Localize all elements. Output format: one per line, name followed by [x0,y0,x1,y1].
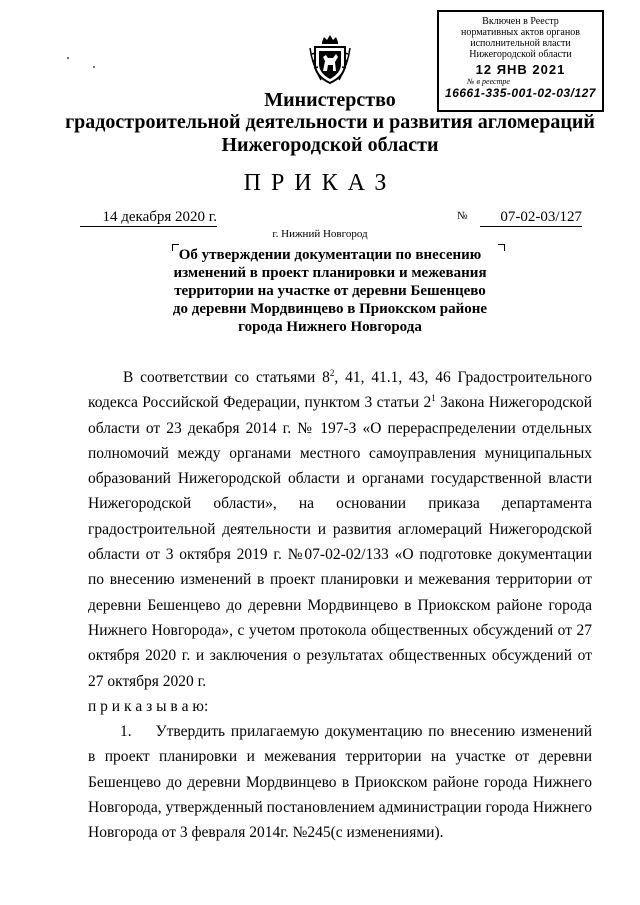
item-text: Утвердить прилагаемую документацию по внесению изменений в проект планировки и межевания территории на участке от деревни Бешенцево до деревни Мордвинцево в Приокском районе города Нижнего Новгорода, утвержденный постановлением администрации города Нижнего Новгорода от 3 февраля 2014г. №245(с изменениями). [88,723,592,842]
number-label: № [457,210,468,222]
subject-bracket-right [498,244,505,251]
scan-speck [67,57,69,59]
preamble-text: , 41, 41.1, 43, 46 Градостроительного кодекса Российской Федерации, пунктом 3 статьи 2 [88,369,592,412]
city: г. Нижний Новгород [272,228,368,240]
order-body [88,365,592,846]
stamp-registry-label: № в реестре [467,77,510,86]
stamp-registry-number: 16661-335-001-02-03/127 [445,86,596,100]
item-number: 1. [120,723,132,741]
preamble-text: В соответствии со статьями 8 [123,369,330,386]
preamble-text: Закона Нижегородской области от 23 декабря 2014 г. № 197-З «О перераспределении отдельных полномочий между органами местного самоуправления муниципальных образований Нижегородской области и органами государственной власти Нижегородской области», на основании приказа департамента градостроительной деятельности и развития агломераций Нижегородской области от 3 октября 2019 г. №07-02-02/133 «О подготовке документации по внесению изменений в проект планировки и межевания территории от деревни Бешенцево до деревни Мордвинцево в Приокском районе города Нижнего Новгорода», с учетом протокола общественных обсуждений от 27 октября 2020 г. и заключения о результатах общественных обсуждений от 27 октября 2020 г. [88,394,593,690]
preamble-paragraph [88,365,592,694]
ministry-name-line-1: Министерство [264,89,396,111]
coat-of-arms-icon [309,34,351,86]
order-date: 14 декабря 2020 г. [80,208,217,227]
stamp-date: 12 ЯНВ 2021 [475,62,566,77]
ministry-name-line-2: градостроительной деятельности и развития агломераций [65,111,595,133]
ministry-name-line-3: Нижегородской области [221,134,439,156]
order-item-1 [88,719,592,845]
stamp-line: исполнительной власти [470,38,571,49]
stamp-line: Включен в Реестр [482,16,559,27]
order-verb: п р и к а з ы в а ю: [88,697,209,715]
stamp-line: Нижегородской области [469,49,572,60]
order-subject: Об утверждении документации по внесению изменений в проект планировки и межевания территории на участке от деревни Бешенцево до деревни Мордвинцево в Приокском районе города Нижнего Новгорода [172,247,488,335]
scan-speck [93,66,95,68]
article-superscript: 1 [431,393,436,404]
order-number: 07-02-03/127 [480,208,582,227]
stamp-line: нормативных актов органов [461,27,580,38]
article-superscript: 2 [329,367,335,378]
document-type-title: ПРИКАЗ [243,170,397,196]
